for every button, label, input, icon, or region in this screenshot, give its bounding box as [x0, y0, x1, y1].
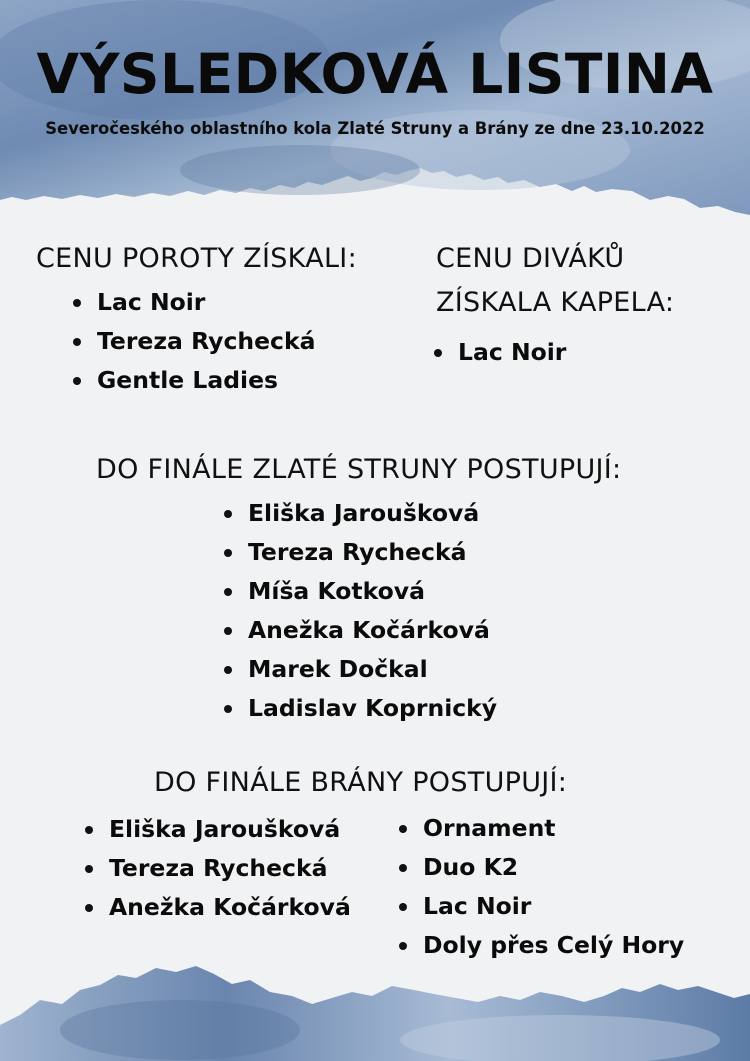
brana-heading: DO FINÁLE BRÁNY POSTUPUJÍ:	[154, 767, 568, 798]
list-item: Eliška Jaroušková	[81, 810, 351, 849]
page-subtitle: Severočeského oblastního kola Zlaté Struny a Brány ze dne 23.10.2022	[45, 119, 705, 138]
list-item: Lac Noir	[430, 333, 566, 372]
list-item: Marek Dočkal	[220, 650, 497, 689]
list-item: Duo K2	[395, 848, 684, 887]
list-item: Tereza Rychecká	[69, 322, 315, 361]
zlata-struna-heading: DO FINÁLE ZLATÉ STRUNY POSTUPUJÍ:	[96, 454, 622, 485]
jury-prize-list	[69, 283, 315, 400]
jury-prize-heading: CENU POROTY ZÍSKALI:	[36, 243, 357, 274]
list-item: Tereza Rychecká	[220, 533, 497, 572]
list-item: Ladislav Koprnický	[220, 689, 497, 728]
zlata-struna-list	[220, 494, 497, 728]
brana-left-list	[81, 810, 351, 927]
list-item: Eliška Jaroušková	[220, 494, 497, 533]
audience-prize-heading-line2: ZÍSKALA KAPELA:	[436, 287, 675, 318]
list-item: Doly přes Celý Hory	[395, 926, 684, 965]
list-item: Gentle Ladies	[69, 361, 315, 400]
list-item: Lac Noir	[395, 887, 684, 926]
audience-prize-heading-line1: CENU DIVÁKŮ	[436, 243, 625, 274]
list-item: Anežka Kočárková	[81, 888, 351, 927]
bottom-watercolor-band	[0, 966, 750, 1061]
audience-prize-list	[430, 333, 566, 372]
list-item: Tereza Rychecká	[81, 849, 351, 888]
list-item: Ornament	[395, 809, 684, 848]
list-item: Anežka Kočárková	[220, 611, 497, 650]
brana-right-list	[395, 809, 684, 965]
top-watercolor-band	[0, 0, 750, 215]
page-title: VÝSLEDKOVÁ LISTINA	[36, 42, 714, 106]
list-item: Míša Kotková	[220, 572, 497, 611]
list-item: Lac Noir	[69, 283, 315, 322]
